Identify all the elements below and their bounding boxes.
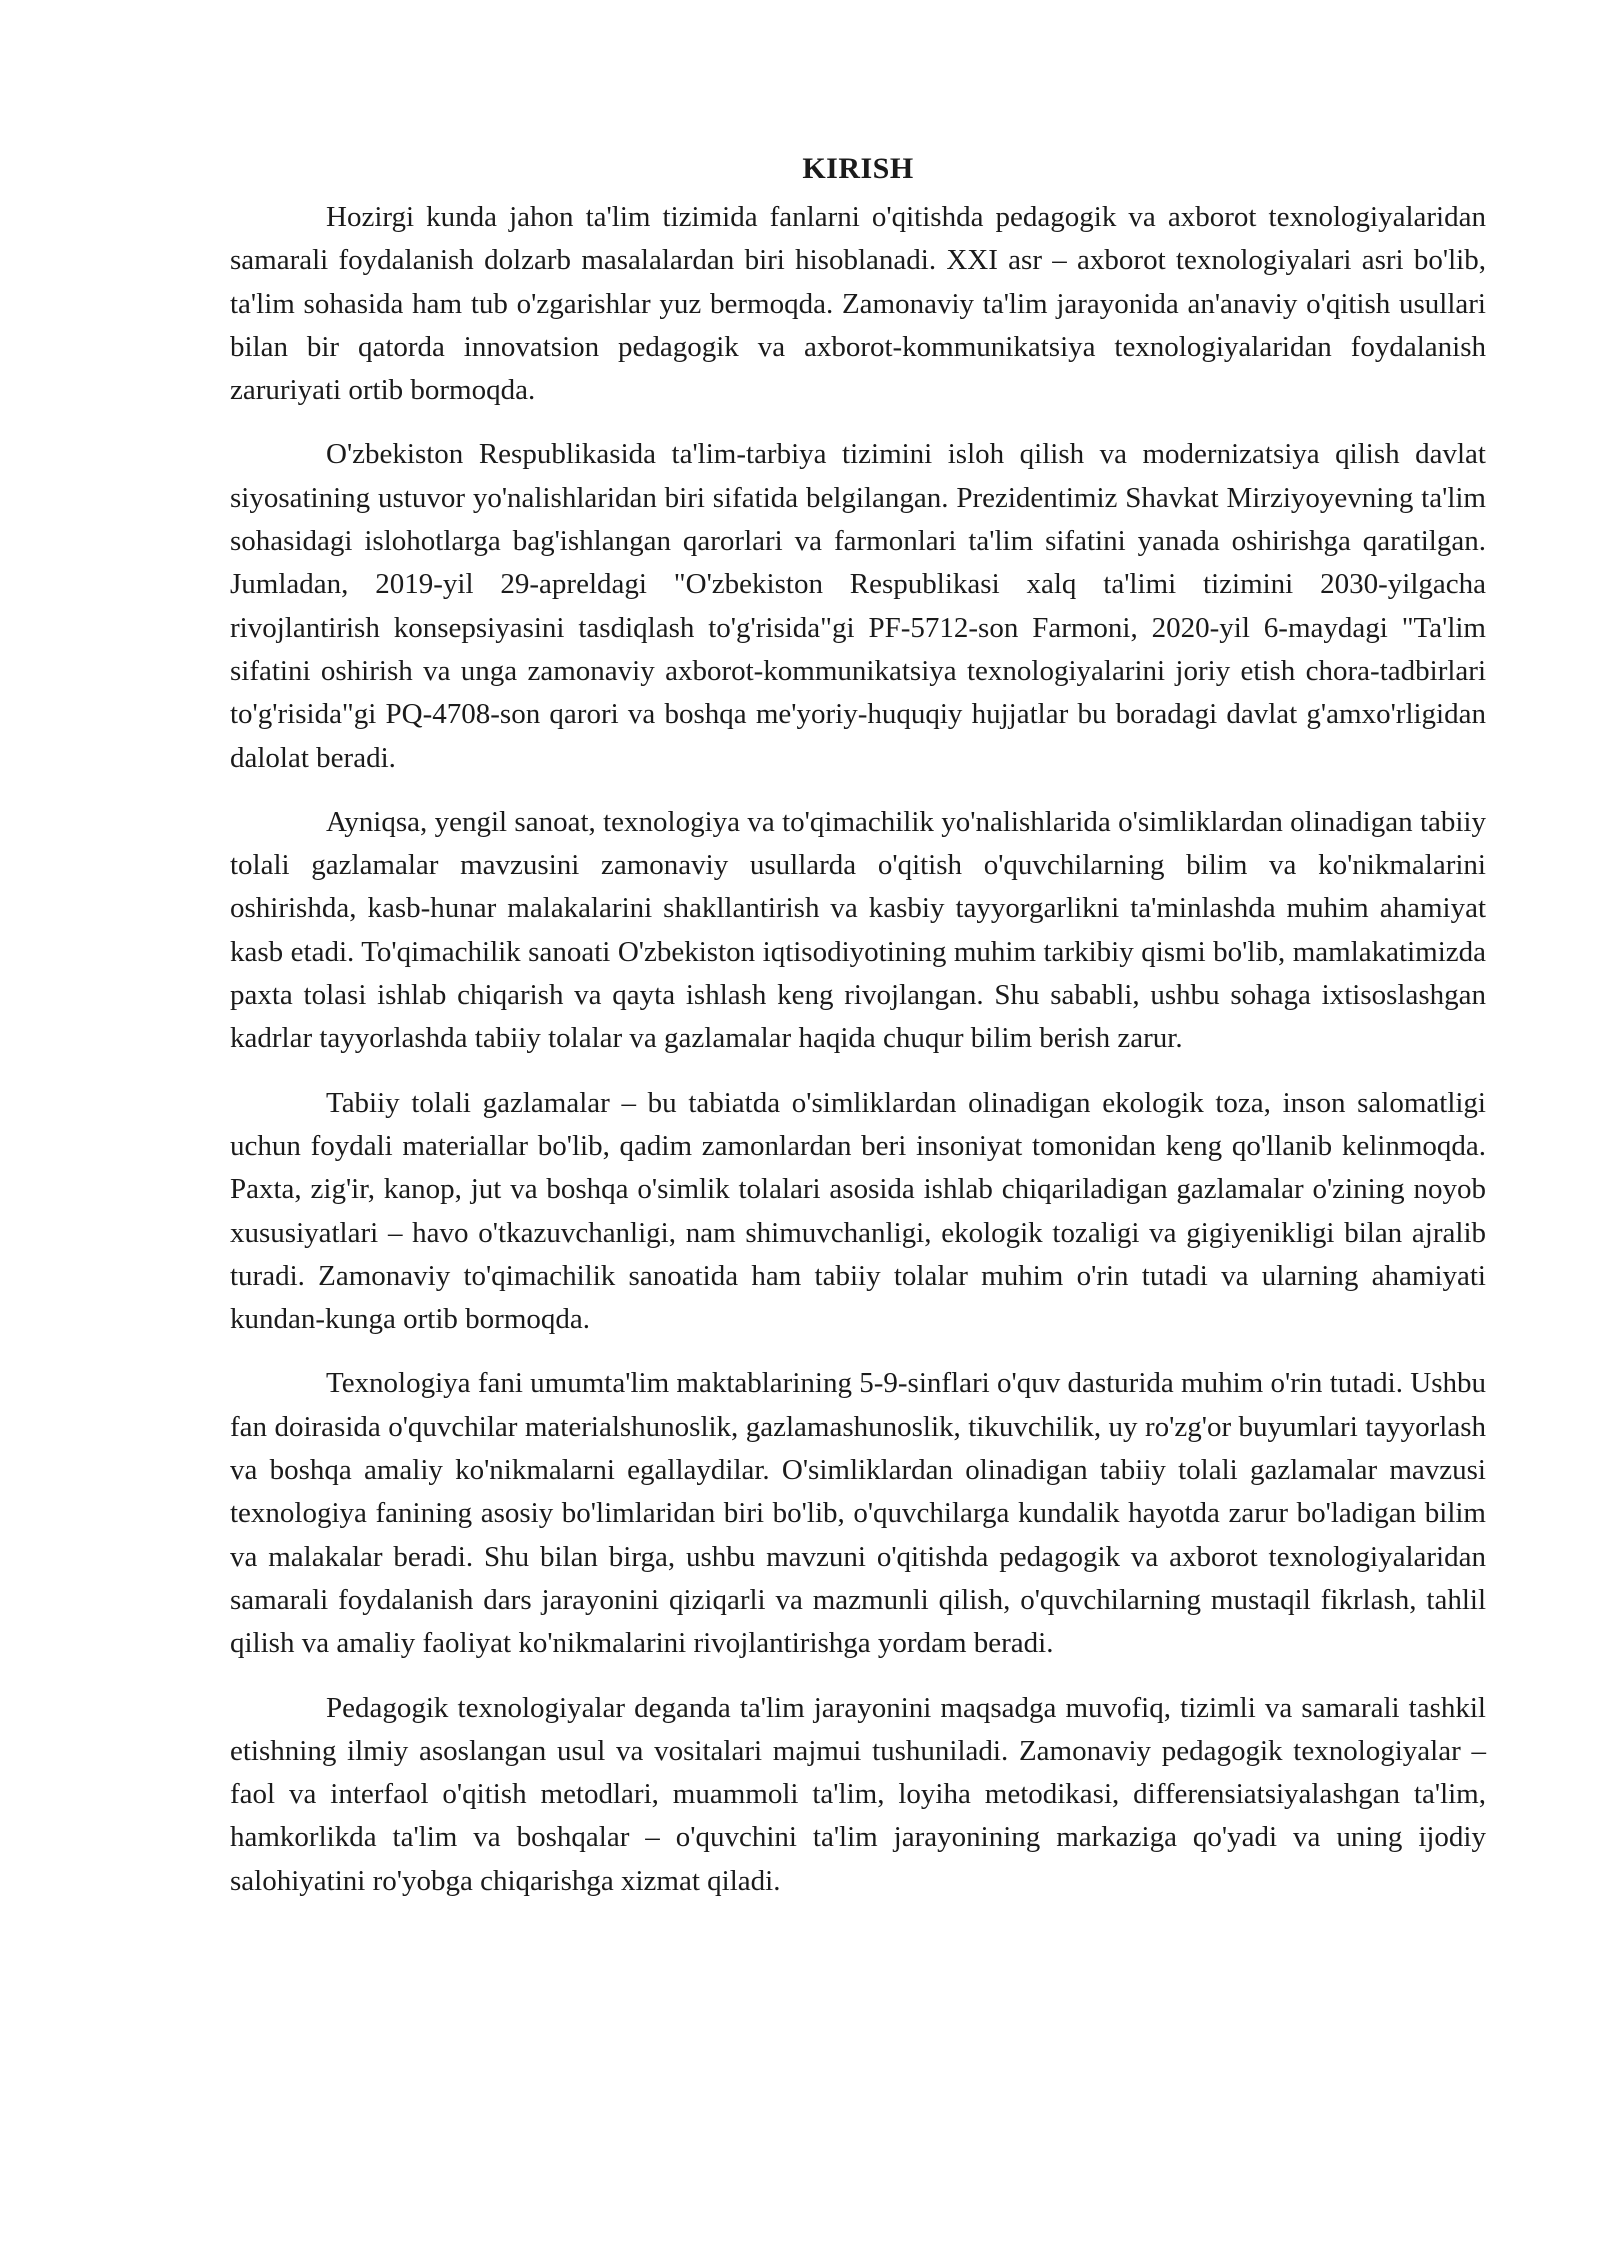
document-body	[230, 148, 1486, 1924]
paragraph-1: Hozirgi kunda jahon ta'lim tizimida fanlarni o'qitishda pedagogik va axborot texnologiyalaridan samarali foydalanish dolzarb masalalardan biri hisoblanadi. XXI asr – axborot texnologiyalari asri bo'lib, ta'lim sohasida ham tub o'zgarishlar yuz bermoqda. Zamonaviy ta'lim jarayonida an'anaviy o'qitish usullari bilan bir qatorda innovatsion pedagogik va axborot-kommunikatsiya texnologiyalaridan foydalanish zaruriyati ortib bormoqda.	[230, 201, 1486, 407]
section-title: KIRISH	[802, 152, 914, 185]
paragraph-6: Pedagogik texnologiyalar deganda ta'lim jarayonini maqsadga muvofiq, tizimli va samarali tashkil etishning ilmiy asoslangan usul va vositalari majmui tushuniladi. Zamonaviy pedagogik texnologiyalar – faol va interfaol o'qitish metodlari, muammoli ta'lim, loyiha metodikasi, differensiatsiyalashgan ta'lim, hamkorlikda ta'lim va boshqalar – o'quvchini ta'lim jarayonining markaziga qo'yadi va uning ijodiy salohiyatini ro'yobga chiqarishga xizmat qiladi.	[230, 1691, 1486, 1897]
paragraph-5: Texnologiya fani umumta'lim maktablarining 5-9-sinflari o'quv dasturida muhim o'rin tutadi. Ushbu fan doirasida o'quvchilar materialshunoslik, gazlamashunoslik, tikuvchilik, uy ro'zg'or buyumlari tayyorlash va boshqa amaliy ko'nikmalarni egallaydilar. O'simliklardan olinadigan tabiiy tolali gazlamalar mavzusi texnologiya fanining asosiy bo'limlaridan biri bo'lib, o'quvchilarga kundalik hayotda zarur bo'ladigan bilim va malakalar beradi. Shu bilan birga, ushbu mavzuni o'qitishda pedagogik va axborot texnologiyalaridan samarali foydalanish dars jarayonini qiziqarli va mazmunli qilish, o'quvchilarning mustaqil fikrlash, tahlil qilish va amaliy faoliyat ko'nikmalarini rivojlantirishga yordam beradi.	[230, 1367, 1486, 1660]
paragraph-2: O'zbekiston Respublikasida ta'lim-tarbiya tizimini isloh qilish va modernizatsiya qilish davlat siyosatining ustuvor yo'nalishlaridan biri sifatida belgilangan. Prezidentimiz Shavkat Mirziyoyevning ta'lim sohasidagi islohotlarga bag'ishlangan qarorlari va farmonlari ta'lim sifatini yanada oshirishga qaratilgan. Jumladan, 2019-yil 29-apreldagi "O'zbekiston Respublikasi xalq ta'limi tizimini 2030-yilgacha rivojlantirish konsepsiyasini tasdiqlash to'g'risida"gi PF-5712-son Farmoni, 2020-yil 6-maydagi "Ta'lim sifatini oshirish va unga zamonaviy axborot-kommunikatsiya texnologiyalarini joriy etish chora-tadbirlari to'g'risida"gi PQ-4708-son qarori va boshqa me'yoriy-huquqiy hujjatlar bu boradagi davlat g'amxo'rligidan dalolat beradi.	[230, 438, 1486, 774]
paragraph-4: Tabiiy tolali gazlamalar – bu tabiatda o'simliklardan olinadigan ekologik toza, inson salomatligi uchun foydali materiallar bo'lib, qadim zamonlardan beri insoniyat tomonidan keng qo'llanib kelinmoqda. Paxta, zig'ir, kanop, jut va boshqa o'simlik tolalari asosida ishlab chiqariladigan gazlamalar o'zining noyob xususiyatlari – havo o'tkazuvchanligi, nam shimuvchanligi, ekologik tozaligi va gigiyenikligi bilan ajralib turadi. Zamonaviy to'qimachilik sanoatida ham tabiiy tolalar muhim o'rin tutadi va ularning ahamiyati kundan-kunga ortib bormoqda.	[230, 1086, 1486, 1336]
paragraph-3: Ayniqsa, yengil sanoat, texnologiya va to'qimachilik yo'nalishlarida o'simliklardan olinadigan tabiiy tolali gazlamalar mavzusini zamonaviy usullarda o'qitish o'quvchilarning bilim va ko'nikmalarini oshirishda, kasb-hunar malakalarini shakllantirish va kasbiy tayyorgarlikni ta'minlashda muhim ahamiyat kasb etadi. To'qimachilik sanoati O'zbekiston iqtisodiyotining muhim tarkibiy qismi bo'lib, mamlakatimizda paxta tolasi ishlab chiqarish va qayta ishlash keng rivojlangan. Shu sababli, ushbu sohaga ixtisoslashgan kadrlar tayyorlashda tabiiy tolalar va gazlamalar haqida chuqur bilim berish zarur.	[230, 805, 1486, 1055]
